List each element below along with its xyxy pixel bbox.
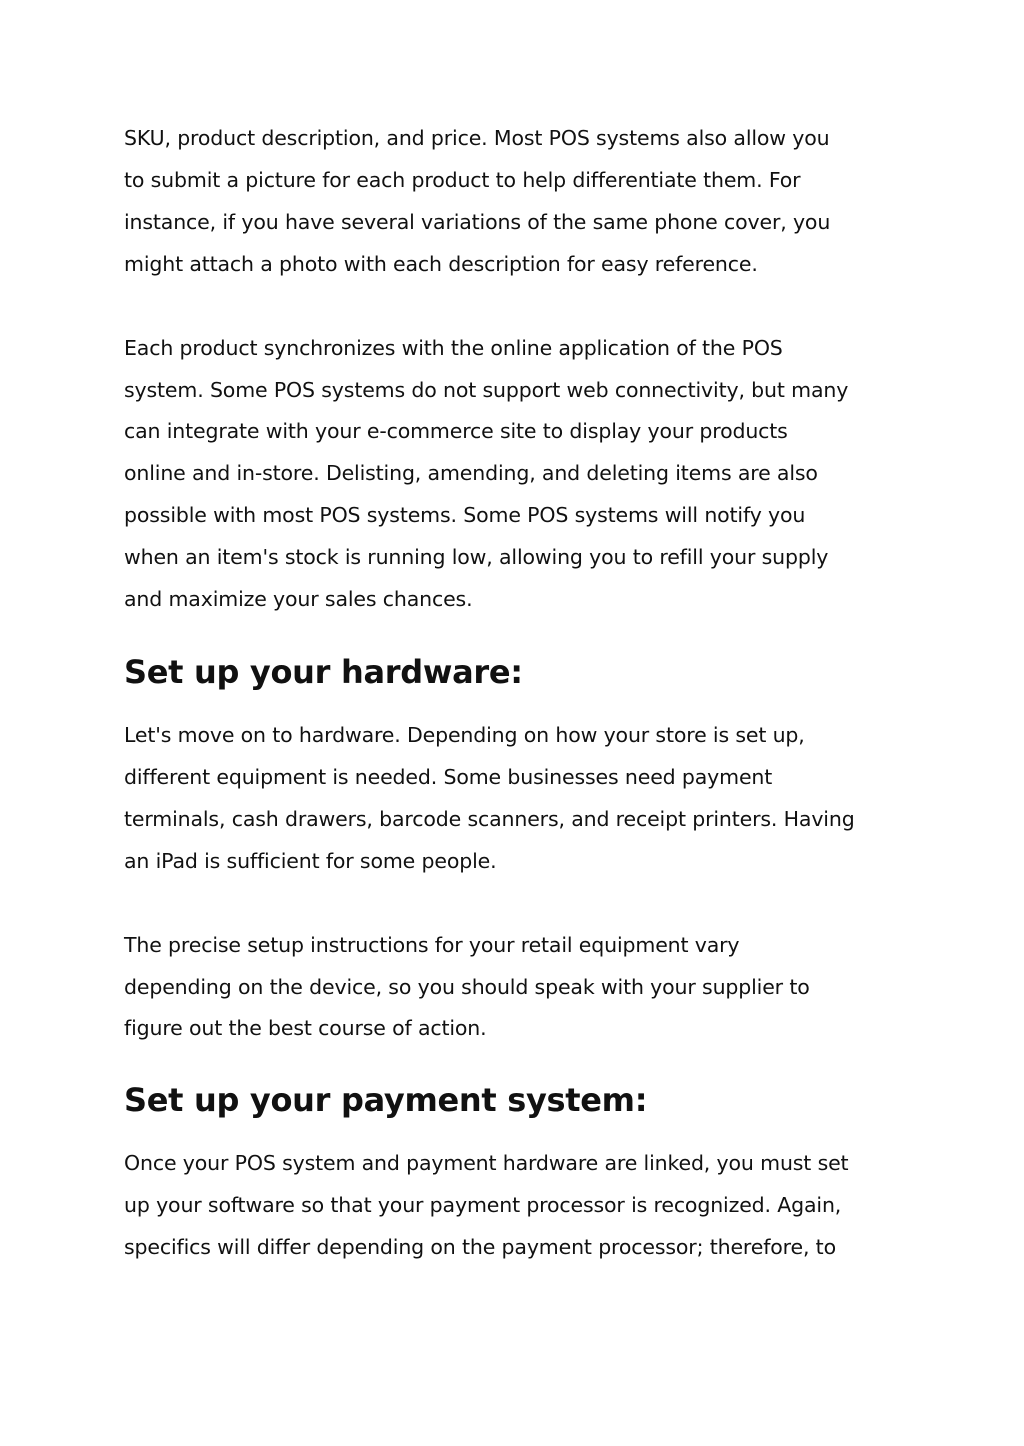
paragraph-gap <box>124 286 914 328</box>
paragraph-product-details: SKU, product description, and price. Most POS systems also allow you to submit a picture for each product to help differentiate them. For instance, if you have several variations of the same phone cover, you might attach a photo with each description for easy reference. <box>124 126 831 276</box>
heading-hardware: Set up your hardware: <box>124 652 523 691</box>
heading-payment-system: Set up your payment system: <box>124 1081 648 1120</box>
document-page <box>124 118 914 1269</box>
paragraph-payment-setup: Once your POS system and payment hardware are linked, you must set up your software so that your payment processor is recognized. Again, specifics will differ depending on the payment processor; therefore, to <box>124 1151 849 1260</box>
paragraph-product-sync: Each product synchronizes with the online application of the POS system. Some POS systems do not support web connectivity, but many can integrate with your e-commerce site to display your products online and in-store. Delisting, amending, and deleting items are also possible with most POS systems. Some POS systems will notify you when an item's stock is running low, allowing you to refill your supply and maximize your sales chances. <box>124 335 849 612</box>
paragraph-gap <box>124 883 914 925</box>
paragraph-hardware-intro: Let's move on to hardware. Depending on how your store is set up, different equipment is needed. Some businesses need payment terminals, cash drawers, barcode scanners, and receipt printers. Having an iPad is sufficient for some people. <box>124 722 855 873</box>
paragraph-hardware-setup: The precise setup instructions for your retail equipment vary depending on the device, so you should speak with your supplier to figure out the best course of action. <box>124 932 810 1041</box>
